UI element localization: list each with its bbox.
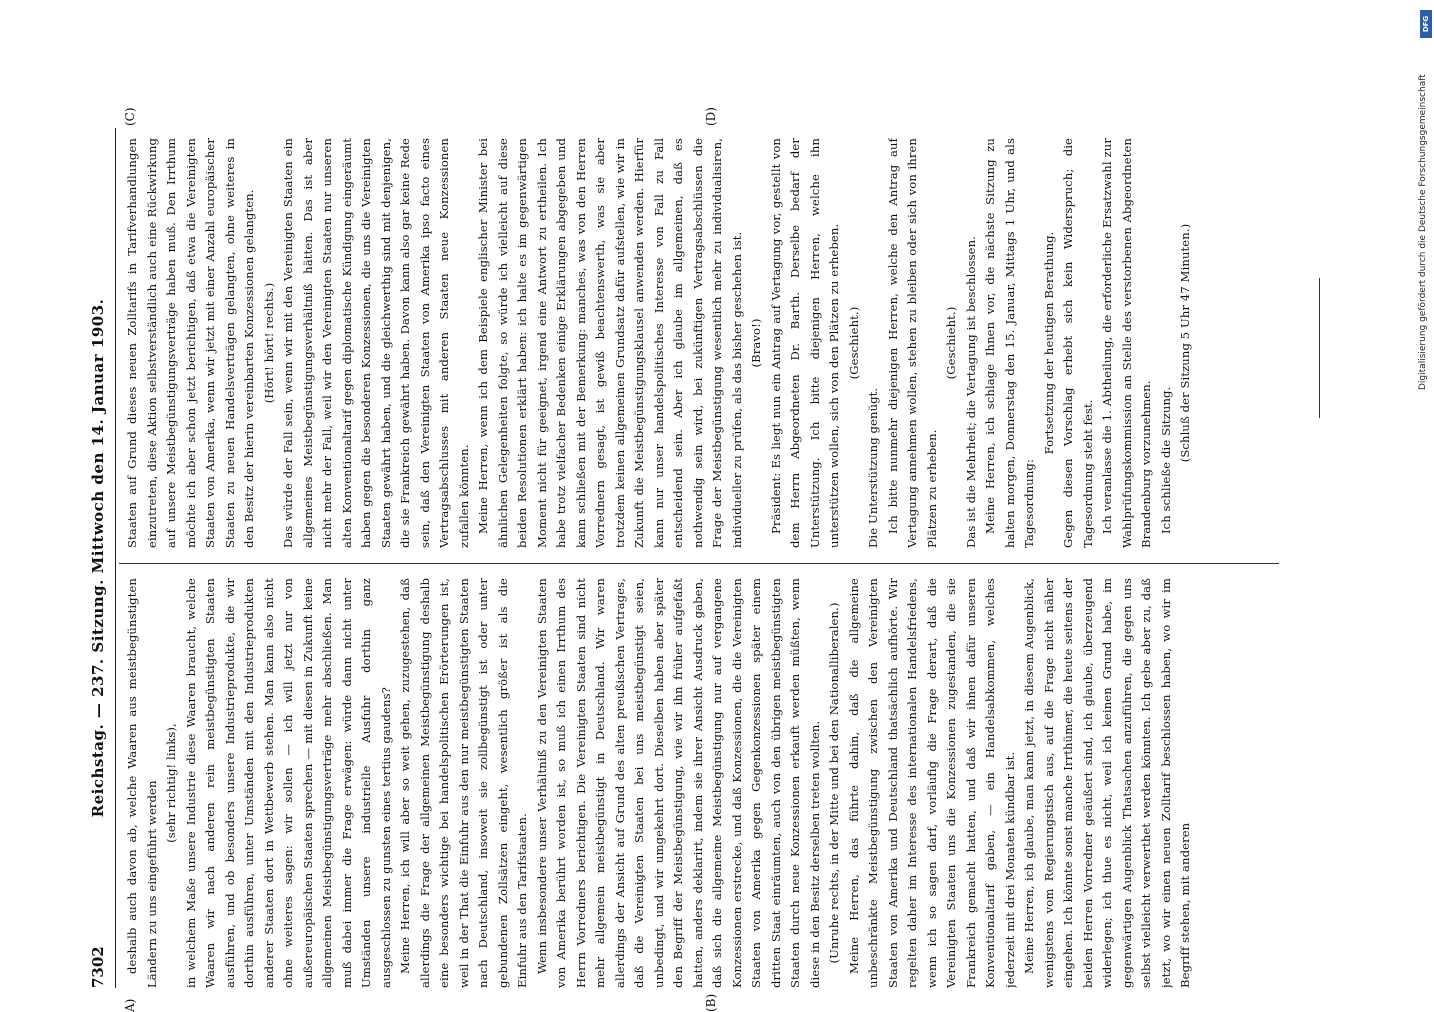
- margin-mark-c: (C): [123, 107, 137, 126]
- paragraph: Meine Herren, ich will aber so weit gehen, zuzugestehen, daß allerdings die Frage der allgemeinen Meistbegünstigung deshalb eine besonders wichtige bei handelspolitischen Erörterungen ist, weil in der That die Einfuhr aus den nur meistbegünstigten Staaten nach Deutschland, insoweit sie zollbegünstigt ist oder unter gebundenen Zollsätzen eingeht, wesentlich größer ist als die Einfuhr aus den Tarifstaaten.: [398, 578, 529, 988]
- paragraph: Meine Herren, das führte dahin, daß die allgemeine unbeschränkte Meistbegünstigung zwischen den Vereinigten Staaten von Amerika und Deutschland thatsächlich aufhörte. Wir regelten daher im Interesse des internationalen Handelsfriedens, wenn ich so sagen darf, vorläufig die Frage derart, daß die Vereinigten Staaten uns die Konzessionen zugestanden, die sie Frankreich gemacht hatten, und daß wir ihnen dafür unseren Konventionaltarif gaben, — ein Handelsabkommen, welches jederzeit mit drei Monaten kündbar ist.: [846, 578, 1017, 988]
- paragraph: in welchem Maße unsere Industrie diese Waaren braucht, welche Waaren wir nach anderen rein meistbegünstigten Staaten ausführen, und ob besonders unsere Industrieprodukte, die wir dorthin ausführen, unter Umständen mit den Industrieprodukten anderer Staaten dort in Wettbewerb stehen. Man kann also nicht ohne weiteres sagen: wir sollen — ich will jetzt nur von außereuropäischen Staaten sprechen — mit diesen in Zukunft keine allgemeinen Meistbegünstigungsverträge mehr abschließen. Man muß dabei immer die Frage erwägen: würde dann nicht unter Umständen unsere industrielle Ausfuhr dorthin ganz ausgeschlossen zu gunsten eines tertius gaudens?: [183, 578, 393, 988]
- paragraph: Die Unterstützung genügt.: [866, 387, 880, 548]
- paragraph: Ich schließe die Sitzung.: [1158, 386, 1173, 534]
- header-rule: [115, 128, 116, 988]
- margin-mark-a: A): [123, 998, 137, 1012]
- rotated-page: [89, 107, 1329, 1012]
- right-text-column: [123, 138, 1313, 548]
- interjection: Fortsetzung der heutigen Berathung.: [1041, 231, 1056, 455]
- paragraph: Ich veranlasse die 1. Abtheilung, die erforderliche Ersatzwahl zur Wahlprüfungskommission an Stelle des verstorbenen Abgeordneten Brandenburg vorzunehmen.: [1100, 138, 1153, 548]
- dfg-logo: [1420, 10, 1432, 38]
- running-title: Reichstag. — 237. Sitzung. Mittwoch den 14. Januar 1903.: [89, 298, 107, 818]
- interjection: (sehr richtig! links),: [164, 723, 178, 843]
- paragraph: Das würde der Fall sein, wenn wir mit den Vereinigten Staaten ein allgemeines Meistbegünstigungsverhältniß hätten. Das ist aber nicht mehr der Fall, weil wir den Vereinigten Staaten nur unseren alten Konventionaltarif gegen diplomatische Kündigung eingeräumt haben gegen die besonderen Konzessionen, die uns die Vereinigten Staaten gewährt haben, und die gleichwerthig sind mit denjenigen, die sie Frankreich gewährt haben. Davon kann also gar keine Rede sein, daß den Vereinigten Staaten von Amerika ipso facto eines Vertragsabschlusses mit anderen Staaten neue Konzessionen zufallen könnten.: [281, 138, 471, 548]
- digitization-note: [1414, 10, 1432, 390]
- paragraph: Meine Herren, wenn ich dem Beispiele englischer Minister bei ähnlichen Gelegenheiten folgte, so würde ich vielleicht auf diese beiden Resolutionen erklärt haben: ich halte es im gegenwärtigen Moment nicht für geeignet, irgend eine Antwort zu ertheilen. Ich habe trotz vielfacher Bedenken einige Erklärungen abgegeben und kann schließen mit der Bemerkung: manches, was von den Herren Vorrednern gesagt, ist gewiß beachtenswerth, was sie aber trotzdem keinen allgemeinen Grundsatz dafür aufstellen, wie wir in Zukunft die Meistbegünstigungsklausel anwenden werden. Hierfür kann nur unser handelspolitisches Interesse von Fall zu Fall entscheidend sein. Aber ich glaube im allgemeinen, daß es nothwendig sein wird, bei zukünftigen Vertragsabschlüssen die Frage der Meistbegünstigung wesentlich mehr zu individualisiren, individueller zu prüfen, als das bisher geschehen ist.: [476, 138, 744, 548]
- page-number: 7302: [89, 946, 107, 988]
- paragraph: Staaten auf Grund dieses neuen Zolltarifs in Tarifverhandlungen einzutreten, diese Aktion selbstverständlich auch eine Rückwirkung auf unsere Meistbegünstigungsverträge haben muß. Den Irrthum möchte ich aber schon jetzt berichtigen, daß etwa die Vereinigten Staaten von Amerika, wenn wir jetzt mit einer Anzahl europäischer Staaten zu neuen Handelsverträgen gelangten, ohne weiteres in den Besitz der hierin vereinbarten Konzessionen gelangten.: [125, 138, 256, 548]
- dfg-logo-text: DFG: [1422, 15, 1430, 33]
- paragraph: Ich bitte nunmehr diejenigen Herren, welche den Antrag auf Vertagung annehmen wollen, stehen zu bleiben oder sich von ihren Plätzen zu erheben.: [885, 138, 939, 548]
- paragraph: deshalb auch davon ab, welche Waaren aus meistbegünstigten Ländern zu uns eingeführt werden: [125, 578, 159, 988]
- end-rule: [1319, 278, 1320, 418]
- left-text-column: [123, 578, 1313, 988]
- interjection: (Geschieht.): [846, 306, 861, 380]
- interjection: (Bravo!): [749, 318, 763, 368]
- paragraph: Gegen diesen Vorschlag erhebt sich kein Widerspruch; die Tagesordnung steht fest.: [1061, 138, 1095, 548]
- interjection: (Unruhe rechts, in der Mitte und bei den Nationalliberalen.): [827, 602, 841, 964]
- page-header: [89, 128, 113, 988]
- paragraph: Wenn insbesondere unser Verhältniß zu den Vereinigten Staaten von Amerika berührt worden ist, so muß ich einen Irrthum des Herrn Vorredners berichtigen. Die Vereinigten Staaten sind nicht mehr allgemein meistbegünstigt in Deutschland. Wir waren allerdings der Ansicht auf Grund des alten preußischen Vertrages, daß die Vereinigten Staaten bei uns meistbegünstigt seien, unbedingt, und wir umgekehrt dort. Dieselben haben aber später den Begriff der Meistbegünstigung, wie wir ihn früher aufgefaßt hatten, anders deklarirt, indem sie ihrer Ansicht Ausdruck gaben, daß sich die allgemeine Meistbegünstigung nur auf vergangene Konzessionen erstrecke, und daß Konzessionen, die die Vereinigten Staaten von Amerika gegen Gegenkonzessionen später einem dritten Staat einräumten, auch von den übrigen meistbegünstigten Staaten durch neue Konzessionen erkauft werden müßten, wenn diese in den Besitz derselben treten wollten.: [534, 578, 822, 988]
- margin-mark-b: (B): [704, 993, 718, 1012]
- digitization-note-text: Digitalisierung gefördert durch die Deutsche Forschungsgemeinschaft: [1418, 74, 1428, 390]
- paragraph: Das ist die Mehrheit; die Vertagung ist beschlossen.: [963, 236, 978, 548]
- paragraph: Meine Herren, ich schlage Ihnen vor, die nächste Sitzung zu halten morgen, Donnerstag den 15. Januar, Mittags 1 Uhr, und als Tagesordnung:: [983, 138, 1036, 548]
- interjection: (Geschieht.): [944, 306, 958, 380]
- interjection: (Hört! hört! rechts.): [261, 282, 276, 404]
- paragraph: Präsident: Es liegt nun ein Antrag auf Vertagung vor, gestellt von dem Herrn Abgeordneten Dr. Barth. Derselbe bedarf der Unterstützung. Ich bitte diejenigen Herren, welche ihn unterstützen wollen, sich von den Plätzen zu erheben.: [768, 138, 841, 548]
- column-divider: [119, 563, 1279, 564]
- paragraph: Meine Herren, ich glaube, man kann jetzt, in diesem Augenblick, wenigstens vom Regierungstisch aus, auf die Frage nicht näher eingehen. Ich könnte sonst manche Irrthümer, die heute seitens der beiden Herren Vorredner geäußert sind, ich glaube, überzeugend widerlegen; ich thue es nicht, weil ich keinen Grund habe, im gegenwärtigen Augenblick Thatsachen anzuführen, die gegen uns selbst vielleicht verwerthet werden könnten. Ich gebe aber zu, daß jetzt, wo wir einen neuen Zolltarif beschlossen haben, wo wir im Begriff stehen, mit anderen: [1022, 578, 1192, 988]
- interjection: (Schluß der Sitzung 5 Uhr 47 Minuten.): [1178, 223, 1192, 463]
- margin-mark-d: (D): [704, 107, 718, 126]
